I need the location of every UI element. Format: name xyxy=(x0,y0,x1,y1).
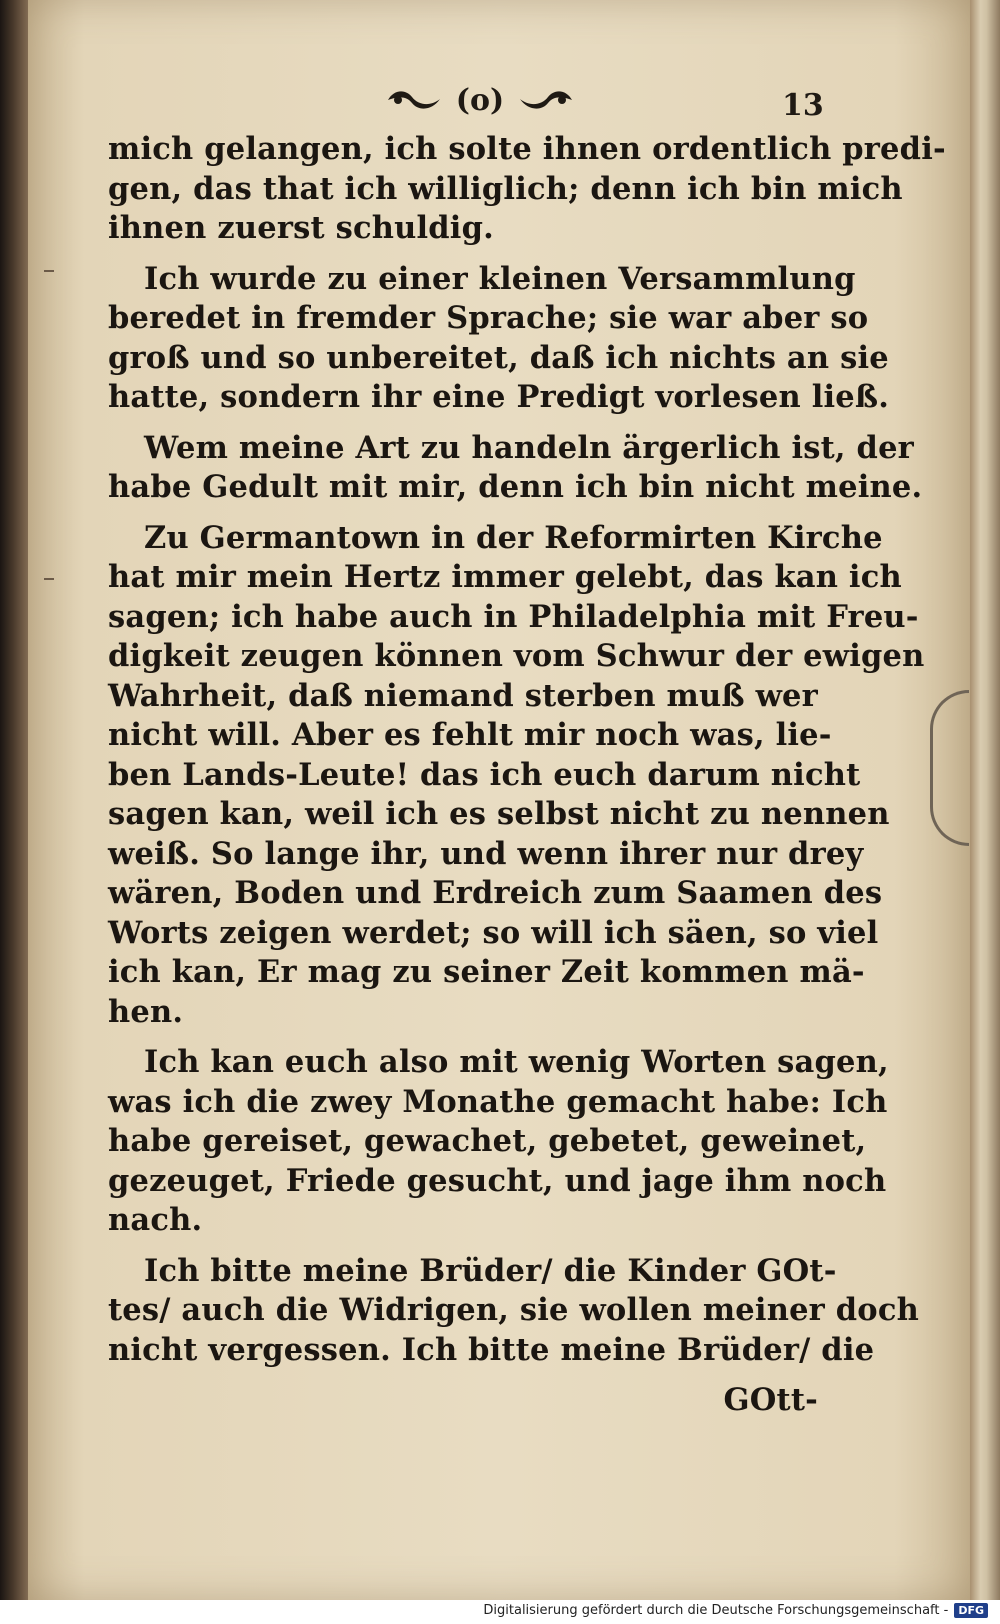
body-text xyxy=(108,130,946,1421)
text-line: hatte, sondern ihr eine Predigt vorlesen ließ. xyxy=(108,379,890,415)
margin-mark xyxy=(44,578,54,580)
text-line: Ich kan euch also mit wenig Worten sagen, xyxy=(144,1044,889,1080)
text-line: hen. xyxy=(108,993,184,1030)
text-line: beredet in fremder Sprache; sie war aber so xyxy=(108,300,869,336)
text-line: hat mir mein Hertz immer gelebt, das kan ich xyxy=(108,559,902,595)
page-header xyxy=(360,80,600,120)
text-line: digkeit zeugen können vom Schwur der ewigen xyxy=(108,638,925,674)
paragraph xyxy=(108,519,925,1033)
text-line: weiß. So lange ihr, und wenn ihrer nur drey xyxy=(108,835,864,872)
left-ornament-icon xyxy=(384,85,444,115)
text-line: Wem meine Art zu handeln ärgerlich ist, der xyxy=(144,429,914,466)
paragraph xyxy=(108,1043,889,1241)
text-line: sagen; ich habe auch in Philadelphia mit Freu- xyxy=(108,598,919,635)
paragraph xyxy=(108,429,923,508)
paragraph xyxy=(108,260,890,418)
text-line: sagen kan, weil ich es selbst nicht zu nennen xyxy=(108,796,890,832)
dfg-logo: DFG xyxy=(954,1603,988,1618)
paragraph xyxy=(108,1252,919,1371)
text-line: ich kan, Er mag zu seiner Zeit kommen mä- xyxy=(108,954,865,990)
text-line: mich gelangen, ich solte ihnen ordentlich predi- xyxy=(108,131,946,167)
text-line: gezeuget, Friede gesucht, und jage ihm noch xyxy=(108,1162,887,1199)
text-line: ben Lands-Leute! das ich euch darum nicht xyxy=(108,756,861,793)
catchword: GOtt- xyxy=(723,1382,818,1418)
text-line: nicht vergessen. Ich bitte meine Brüder/ die xyxy=(108,1331,875,1368)
paragraph xyxy=(108,130,946,249)
text-line: wären, Boden und Erdreich zum Saamen des xyxy=(108,875,883,911)
text-line: habe gereiset, gewachet, gebetet, geweinet, xyxy=(108,1123,867,1159)
book-clasp xyxy=(930,690,969,846)
text-line: Zu Germantown in der Reformirten Kirche xyxy=(144,519,883,556)
text-line: Ich wurde zu einer kleinen Versammlung xyxy=(144,260,856,297)
text-line: groß und so unbereitet, daß ich nichts an sie xyxy=(108,339,889,376)
text-line: ihnen zuerst schuldig. xyxy=(108,210,494,246)
text-line: habe Gedult mit mir, denn ich bin nicht meine. xyxy=(108,469,923,505)
book-spine-edge xyxy=(0,0,30,1624)
credit-text: Digitalisierung gefördert durch die Deutsche Forschungsgemeinschaft - xyxy=(483,1603,949,1618)
text-line: nicht will. Aber es fehlt mir noch was, lie- xyxy=(108,717,832,753)
margin-mark xyxy=(44,270,54,272)
text-line: tes/ auch die Widrigen, sie wollen meiner doch xyxy=(108,1292,919,1328)
text-line: was ich die zwey Monathe gemacht habe: Ich xyxy=(108,1083,888,1120)
text-line: Wahrheit, daß niemand sterben muß wer xyxy=(108,677,818,714)
text-line: gen, das that ich williglich; denn ich bin mich xyxy=(108,170,903,207)
text-line: nach. xyxy=(108,1202,203,1238)
right-ornament-icon xyxy=(516,85,576,115)
page-number: 13 xyxy=(782,88,824,123)
text-line: Ich bitte meine Brüder/ die Kinder GOt- xyxy=(144,1252,837,1289)
text-line: Worts zeigen werdet; so will ich säen, so viel xyxy=(108,914,879,951)
page-fore-edge xyxy=(970,0,1000,1600)
digitization-credit xyxy=(483,1603,988,1618)
header-ornament-text: (o) xyxy=(455,82,505,118)
